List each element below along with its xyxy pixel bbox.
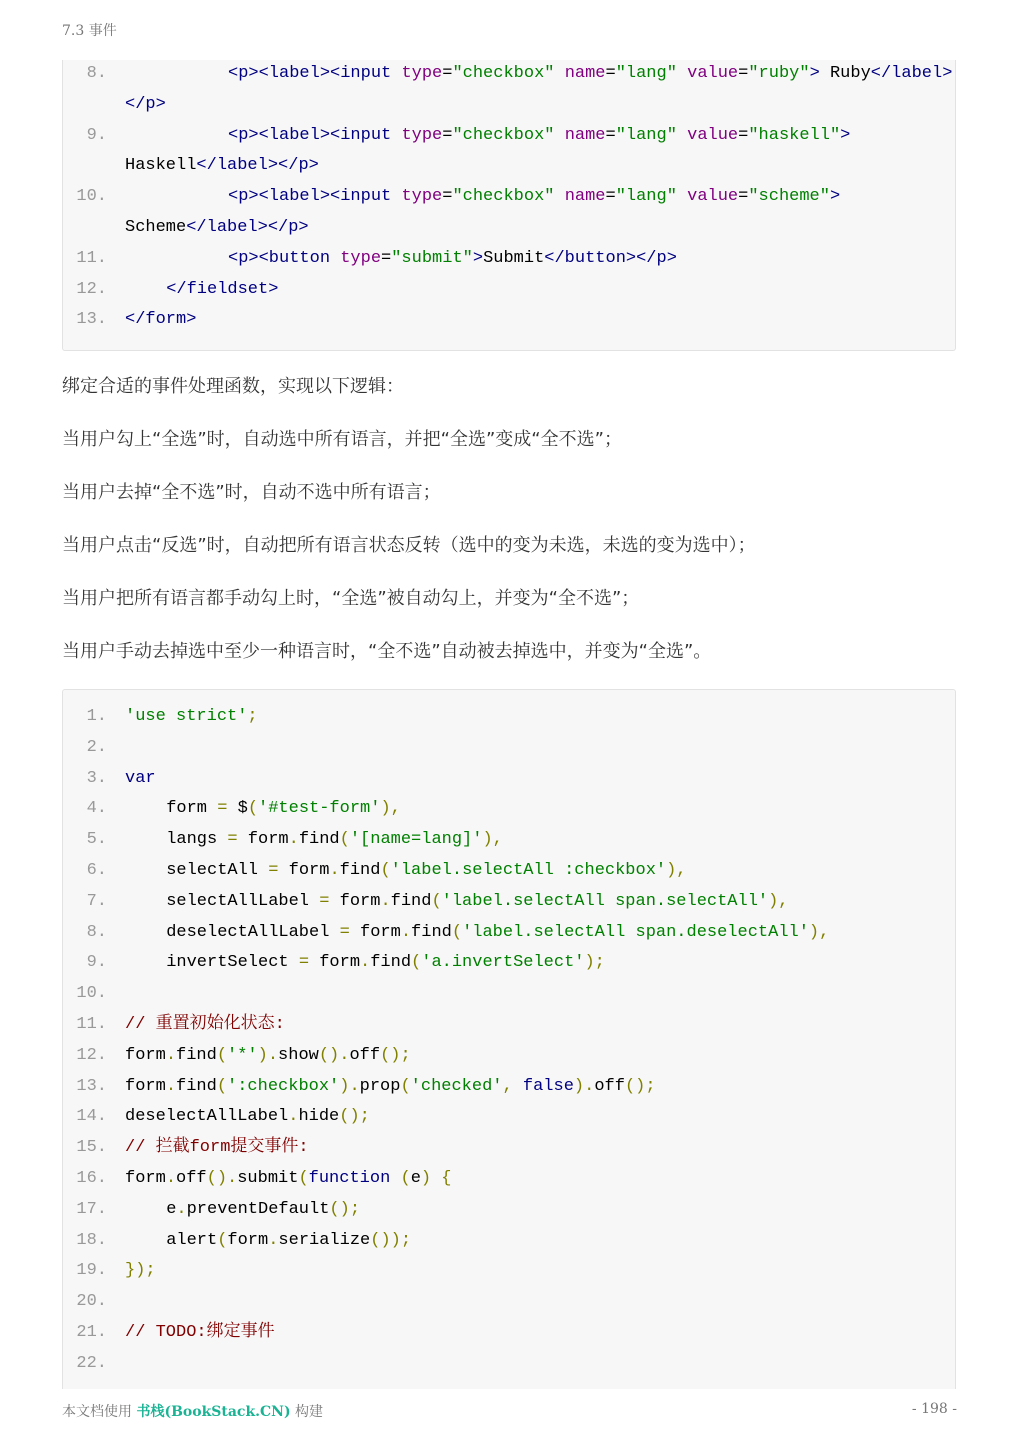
code-text: </fieldset>	[166, 279, 279, 299]
code-text: // 拦截form提交事件:	[125, 1138, 309, 1158]
code-text: // TODO:绑定事件	[125, 1323, 275, 1342]
code-text: e.preventDefault();	[166, 1199, 361, 1219]
line-number: 13.	[76, 1076, 107, 1096]
code-text: invertSelect = form.find('a.invertSelect');	[166, 953, 605, 973]
line-number: 12.	[76, 279, 107, 299]
footer-brand-link[interactable]: 书栈(BookStack.CN)	[136, 1404, 291, 1420]
line-number: 21.	[76, 1323, 107, 1342]
code-text: <p><label><input type="checkbox" name="lang" value="haskell">	[228, 125, 851, 145]
code-text: </form>	[125, 310, 197, 330]
page-number: - 198 -	[911, 1401, 957, 1417]
line-number: 22.	[76, 1353, 107, 1373]
code-text: form = $('#test-form'),	[166, 799, 401, 819]
instruction-item: 当用户勾上“全选”时，自动选中所有语言，并把“全选”变成“全不选”；	[62, 429, 622, 450]
code-text: selectAllLabel = form.find('label.selectAll span.selectAll'),	[166, 891, 789, 911]
line-number: 9.	[86, 125, 107, 145]
line-number: 13.	[76, 310, 107, 330]
code-text: <p><label><input type="checkbox" name="lang" value="ruby"> Ruby</label>	[228, 64, 953, 83]
line-number: 18.	[76, 1230, 107, 1250]
instruction-intro: 绑定合适的事件处理函数，实现以下逻辑：	[62, 376, 404, 397]
line-number: 15.	[76, 1138, 107, 1158]
instruction-item: 当用户手动去掉选中至少一种语言时，“全不选”自动被去掉选中，并变为“全选”。	[62, 641, 712, 662]
code-text: form.find('*').show().off();	[125, 1045, 411, 1065]
line-number: 3.	[86, 768, 107, 788]
line-number: 11.	[76, 248, 107, 268]
section-header: 7.3 事件	[62, 23, 117, 39]
line-number: 9.	[86, 953, 107, 973]
line-number: 10.	[76, 187, 107, 207]
footer-credit	[62, 1401, 323, 1421]
code-text: <p><button type="submit">Submit</button></p>	[228, 248, 677, 268]
line-number: 12.	[76, 1045, 107, 1065]
line-number: 16.	[76, 1169, 107, 1188]
line-number: 14.	[76, 1107, 107, 1127]
code-text: alert(form.serialize());	[166, 1230, 412, 1250]
line-number: 19.	[76, 1261, 107, 1281]
instruction-item: 当用户把所有语言都手动勾上时，“全选”被自动勾上，并变为“全不选”；	[62, 588, 640, 609]
line-number: 4.	[86, 799, 107, 819]
line-number: 8.	[86, 64, 107, 83]
code-text: Scheme</label></p>	[125, 218, 309, 237]
code-text: deselectAllLabel = form.find('label.selectAll span.deselectAll'),	[166, 922, 830, 942]
line-number: 17.	[76, 1199, 107, 1219]
line-number: 5.	[86, 830, 107, 850]
line-number: 10.	[76, 984, 107, 1004]
code-text: form.off().submit(function (e) {	[125, 1169, 452, 1188]
line-number: 11.	[76, 1015, 107, 1034]
code-block-html	[62, 60, 956, 351]
footer-suffix: 构建	[290, 1404, 324, 1420]
line-number: 2.	[86, 737, 107, 757]
code-text: langs = form.find('[name=lang]'),	[166, 830, 503, 850]
instruction-item: 当用户点击“反选”时，自动把所有语言状态反转（选中的变为未选，未选的变为选中）；	[62, 535, 756, 556]
line-number: 8.	[86, 922, 107, 942]
line-number: 20.	[76, 1292, 107, 1312]
code-text: Haskell</label></p>	[125, 156, 319, 176]
line-number: 6.	[86, 861, 107, 880]
code-text: var	[125, 768, 156, 788]
code-text: deselectAllLabel.hide();	[125, 1107, 370, 1127]
footer-prefix: 本文档使用	[62, 1404, 137, 1420]
code-text: <p><label><input type="checkbox" name="lang" value="scheme">	[228, 187, 841, 207]
line-number: 1.	[86, 707, 107, 726]
code-text: selectAll = form.find('label.selectAll :checkbox'),	[166, 861, 687, 880]
code-text: });	[125, 1261, 156, 1281]
code-text: 'use strict';	[125, 707, 258, 726]
code-text: // 重置初始化状态:	[125, 1015, 285, 1034]
instruction-item: 当用户去掉“全不选”时，自动不选中所有语言；	[62, 482, 441, 503]
code-text: </p>	[125, 94, 166, 114]
line-number: 7.	[86, 891, 107, 911]
code-block-js	[62, 689, 956, 1389]
code-text: form.find(':checkbox').prop('checked', false).off();	[125, 1076, 656, 1096]
